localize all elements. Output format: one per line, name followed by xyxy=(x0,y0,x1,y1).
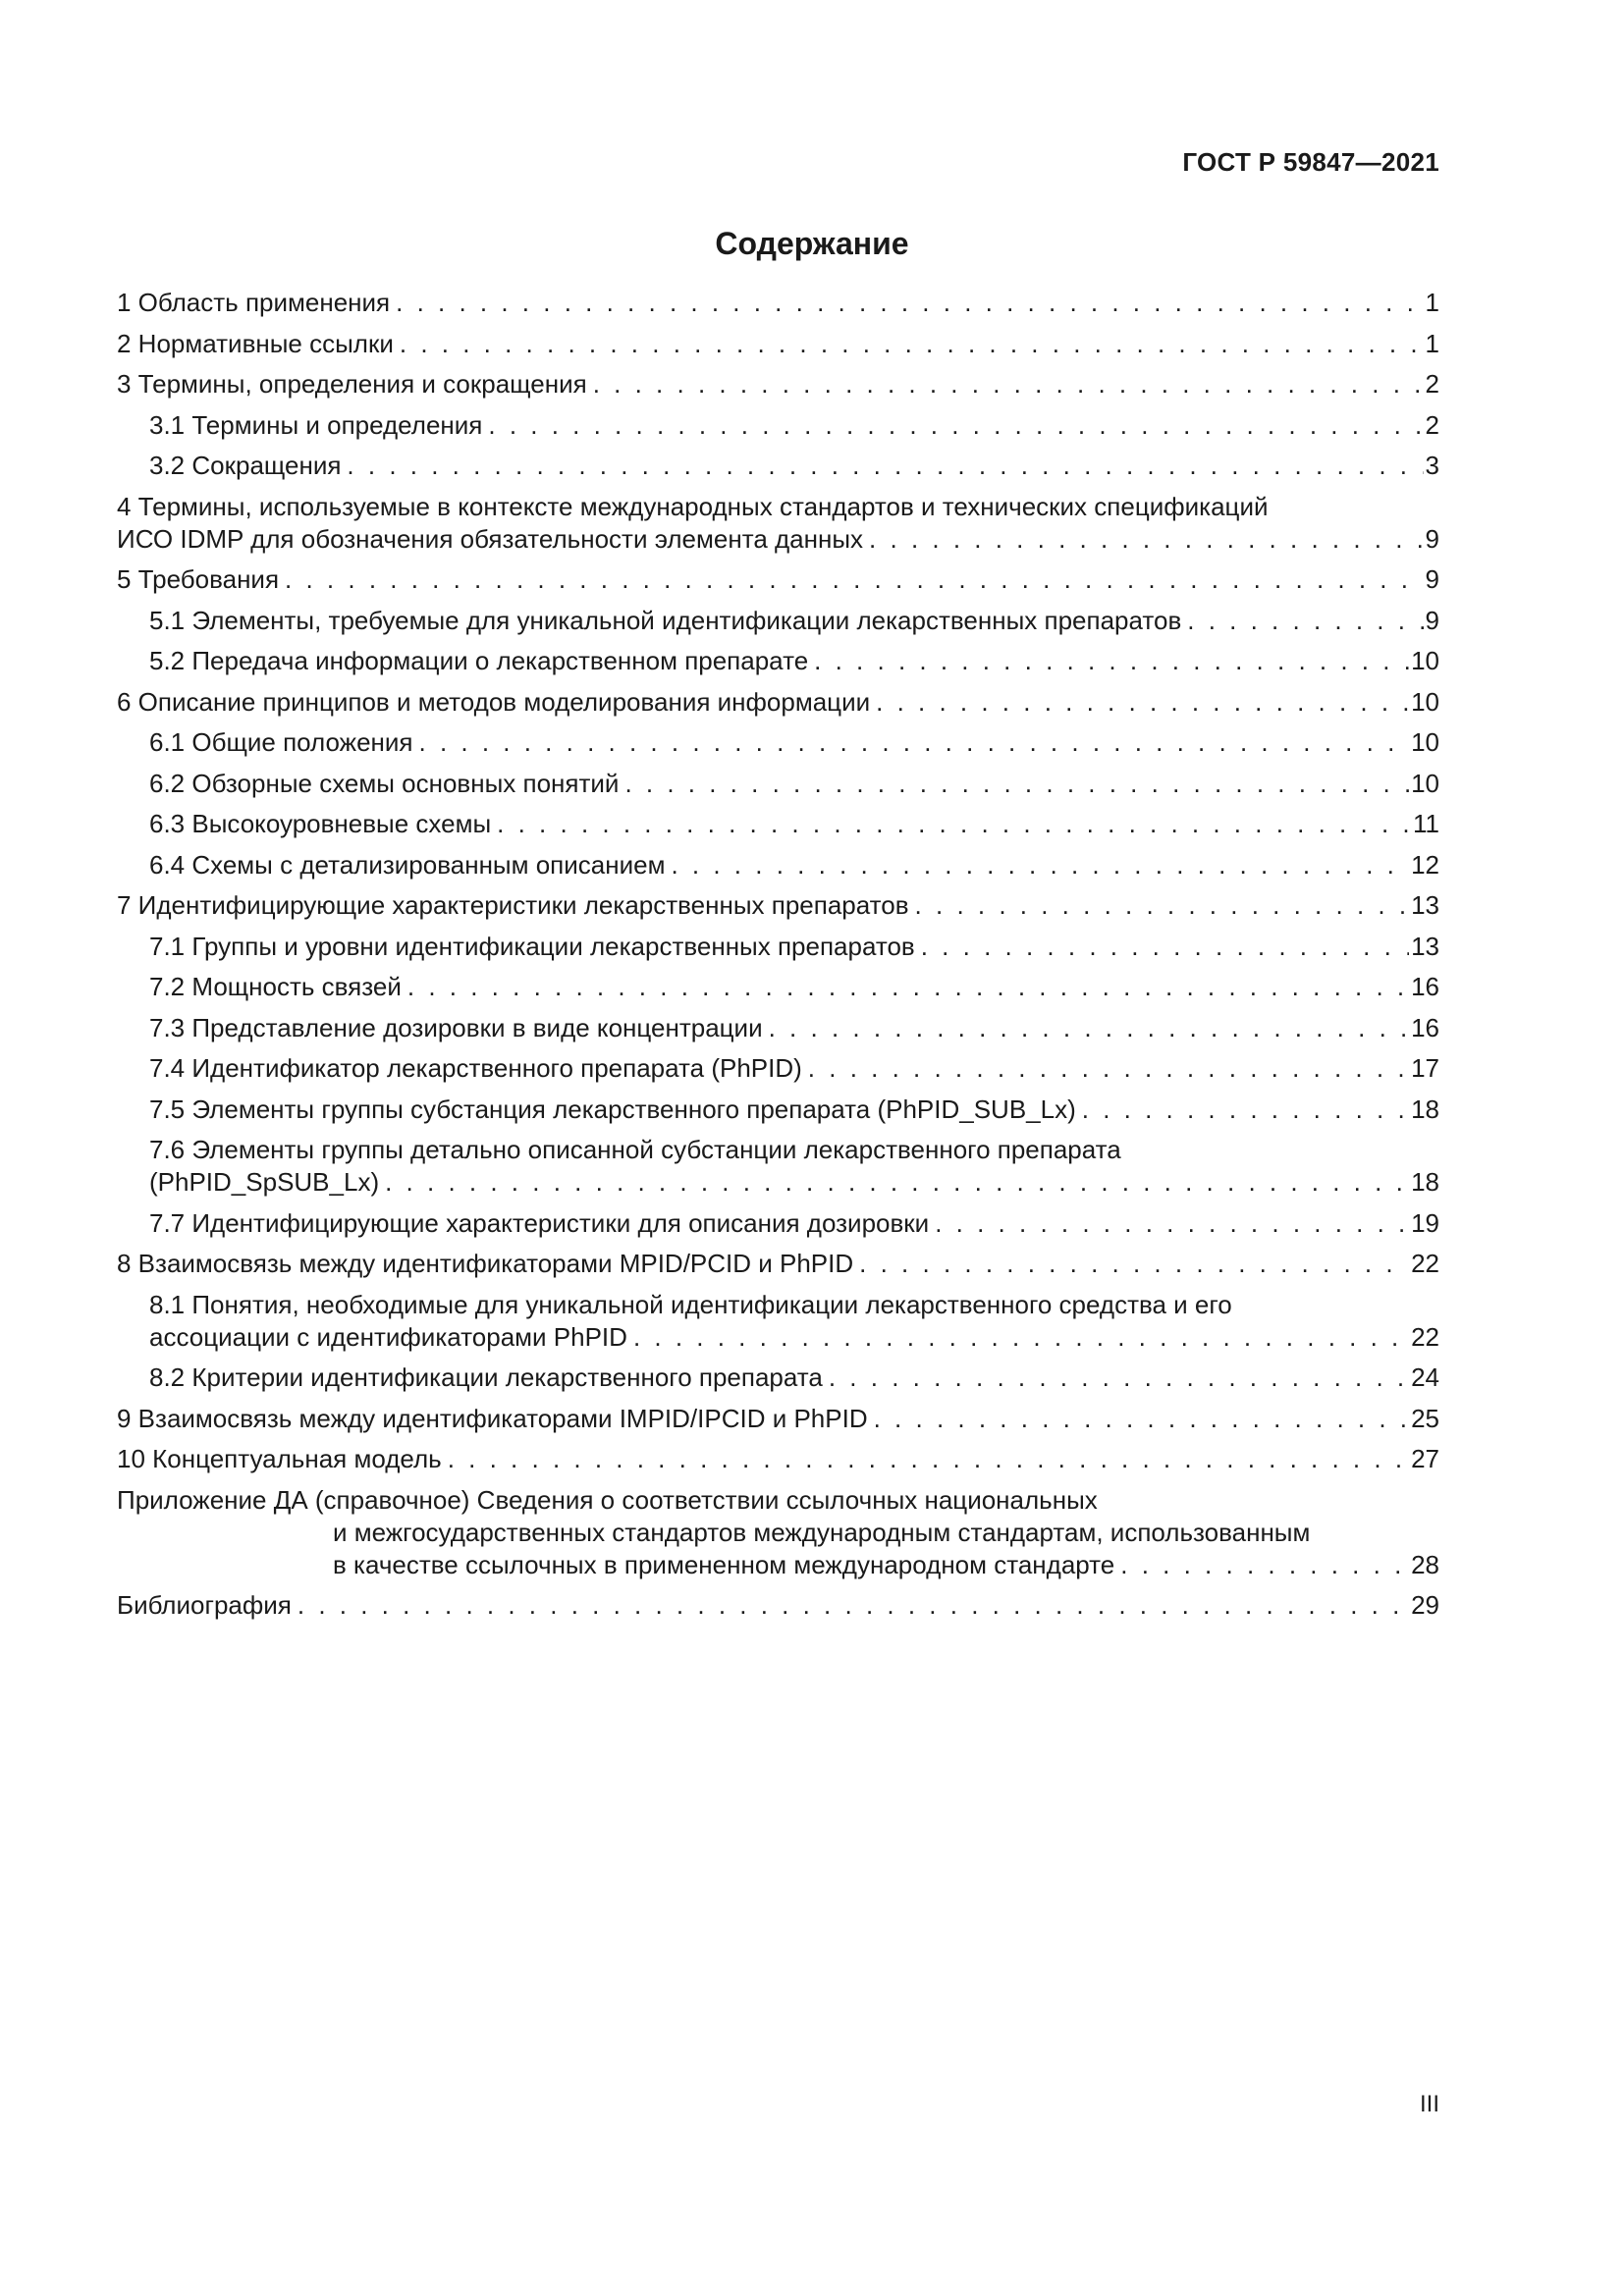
toc-entry[interactable] xyxy=(117,645,1439,677)
toc-entry-page: 18 xyxy=(1411,1167,1439,1197)
toc-leader-dots xyxy=(915,889,1410,922)
toc-entry-row xyxy=(117,287,1439,319)
toc-leader-dots xyxy=(624,768,1409,800)
toc-leader-dots xyxy=(921,931,1409,963)
toc-entry[interactable] xyxy=(117,1248,1439,1280)
toc-entry-row xyxy=(149,768,1439,800)
toc-entry[interactable] xyxy=(117,1052,1439,1085)
toc-entry-row xyxy=(149,450,1439,482)
toc-entry-row xyxy=(149,726,1439,759)
toc-entry-row xyxy=(117,1549,1439,1581)
toc-entry-page: 10 xyxy=(1411,768,1439,798)
toc-entry-row xyxy=(117,328,1439,360)
toc-leader-dots xyxy=(400,328,1424,360)
toc-entry-title: 3.1 Термины и определения xyxy=(149,409,483,440)
toc-leader-dots xyxy=(633,1321,1409,1354)
toc-entry-title: 7.1 Группы и уровни идентификации лекарственных препаратов xyxy=(149,931,915,961)
toc-leader-dots xyxy=(859,1248,1409,1280)
toc-entry[interactable] xyxy=(117,563,1439,596)
toc-entry-row xyxy=(117,1589,1439,1622)
toc-entry-row xyxy=(117,889,1439,922)
toc-entry[interactable] xyxy=(117,686,1439,719)
toc-entry[interactable] xyxy=(117,409,1439,442)
toc-entry-page: 1 xyxy=(1425,328,1439,358)
toc-entry-title: 7.2 Мощность связей xyxy=(149,972,402,1001)
toc-entry-title: 5.2 Передача информации о лекарственном препарате xyxy=(149,646,809,675)
toc-entry-page: 10 xyxy=(1411,646,1439,675)
toc-entry-row xyxy=(149,605,1439,637)
toc-leader-dots xyxy=(814,645,1409,677)
toc-entry[interactable] xyxy=(117,726,1439,759)
toc-entry-page: 9 xyxy=(1425,605,1439,635)
toc-leader-dots xyxy=(876,686,1409,719)
toc-entry-title: 3 Термины, определения и сокращения xyxy=(117,369,587,399)
toc-entry-page: 9 xyxy=(1425,564,1439,594)
toc-entry-title: ИСО IDMP для обозначения обязательности элемента данных xyxy=(117,523,864,554)
toc-leader-dots xyxy=(808,1052,1409,1085)
toc-entry-page: 28 xyxy=(1411,1549,1439,1579)
toc-entry-row xyxy=(117,1248,1439,1280)
toc-entry-title: 10 Концептуальная модель xyxy=(117,1444,442,1473)
toc-entry-page: 19 xyxy=(1411,1207,1439,1238)
toc-entry-row xyxy=(149,1207,1439,1240)
toc-entry-title-line: и межгосударственных стандартов международным стандартам, использованным xyxy=(333,1517,1311,1547)
toc-entry[interactable] xyxy=(117,1403,1439,1435)
toc-entry-page: 17 xyxy=(1411,1053,1439,1083)
toc-entry-title-line: 7.6 Элементы группы детально описанной субстанции лекарственного препарата xyxy=(149,1135,1121,1164)
toc-entry-page: 11 xyxy=(1413,809,1439,838)
toc-entry[interactable] xyxy=(117,491,1439,556)
toc-entry-page: 10 xyxy=(1411,686,1439,717)
toc-entry-title: 6.4 Схемы с детализированным описанием xyxy=(149,849,666,880)
toc-entry-row xyxy=(149,808,1439,840)
toc-entry-title: 7.5 Элементы группы субстанция лекарственного препарата (PhPID_SUB_Lx) xyxy=(149,1094,1076,1124)
toc-entry-page: 16 xyxy=(1411,1012,1439,1042)
toc-entry-page: 16 xyxy=(1411,972,1439,1001)
toc-entry-page: 29 xyxy=(1411,1590,1439,1620)
toc-entry[interactable] xyxy=(117,889,1439,922)
toc-leader-dots xyxy=(1187,605,1423,637)
toc-leader-dots xyxy=(1082,1094,1409,1126)
toc-leader-dots xyxy=(396,287,1423,319)
toc-leader-dots xyxy=(1120,1549,1409,1581)
toc-entry-title: 3.2 Сокращения xyxy=(149,451,342,480)
toc-leader-dots xyxy=(593,368,1424,400)
toc-entry[interactable] xyxy=(117,1094,1439,1126)
toc-entry-row xyxy=(149,1362,1439,1394)
toc-entry-page: 22 xyxy=(1411,1249,1439,1278)
toc-entry-title: 5.1 Элементы, требуемые для уникальной идентификации лекарственных препаратов xyxy=(149,605,1182,635)
toc-entry-title: 6.1 Общие положения xyxy=(149,727,413,757)
toc-leader-dots xyxy=(298,1589,1409,1622)
toc-entry-title: 8.2 Критерии идентификации лекарственного препарата xyxy=(149,1362,823,1392)
toc-entry[interactable] xyxy=(117,1443,1439,1475)
toc-leader-dots xyxy=(448,1443,1409,1475)
toc-entry-row xyxy=(149,1166,1439,1199)
toc-leader-dots xyxy=(497,808,1411,840)
toc-leader-dots xyxy=(829,1362,1409,1394)
toc-entry-title: 6 Описание принципов и методов моделирования информации xyxy=(117,686,871,717)
toc-entry-page: 24 xyxy=(1411,1362,1439,1392)
toc-entry-row xyxy=(117,1443,1439,1475)
toc-entry[interactable] xyxy=(117,287,1439,319)
toc-entry-row xyxy=(117,686,1439,719)
toc-entry[interactable] xyxy=(117,808,1439,840)
toc-entry-page: 1 xyxy=(1425,288,1439,317)
toc-entry[interactable] xyxy=(117,328,1439,360)
toc-entry-title: ассоциации с идентификаторами PhPID xyxy=(149,1321,627,1352)
toc-entry-title: 9 Взаимосвязь между идентификаторами IMPID/IPCID и PhPID xyxy=(117,1403,868,1433)
toc-entry-row xyxy=(149,1321,1439,1354)
toc-entry-row xyxy=(149,1094,1439,1126)
toc-entry-title: 1 Область применения xyxy=(117,288,391,317)
toc-entry-title: в качестве ссылочных в примененном международном стандарте xyxy=(333,1549,1115,1579)
toc-entry[interactable] xyxy=(117,1134,1439,1199)
toc-entry[interactable] xyxy=(117,1289,1439,1354)
toc-entry-row xyxy=(117,368,1439,400)
toc-leader-dots xyxy=(869,523,1423,556)
toc-entry[interactable] xyxy=(117,1589,1439,1622)
toc-entry-title: 2 Нормативные ссылки xyxy=(117,328,394,358)
toc-leader-dots xyxy=(874,1403,1409,1435)
toc-entry-title-line: 4 Термины, используемые в контексте международных стандартов и технических спецификаций xyxy=(117,491,1269,521)
toc-entry-page: 27 xyxy=(1411,1444,1439,1473)
toc-leader-dots xyxy=(769,1012,1409,1044)
toc-leader-dots xyxy=(488,409,1423,442)
toc-leader-dots xyxy=(347,450,1423,482)
toc-entry-row xyxy=(149,1012,1439,1044)
toc-leader-dots xyxy=(385,1166,1409,1199)
toc-entry[interactable] xyxy=(117,368,1439,400)
toc-entry-title: 6.3 Высокоуровневые схемы xyxy=(149,809,492,838)
toc-entry-title: Библиография xyxy=(117,1590,292,1620)
toc-entry-page: 9 xyxy=(1425,523,1439,554)
toc-leader-dots xyxy=(419,726,1410,759)
toc-entry-page: 2 xyxy=(1425,409,1439,440)
toc-entry[interactable] xyxy=(117,1362,1439,1394)
toc-entry-title: 7.4 Идентификатор лекарственного препарата (PhPID) xyxy=(149,1053,802,1083)
toc-entry-page: 3 xyxy=(1425,451,1439,480)
document-code: ГОСТ Р 59847—2021 xyxy=(1182,147,1439,177)
toc-entry-title: 7.7 Идентифицирующие характеристики для описания дозировки xyxy=(149,1207,930,1238)
toc-entry[interactable] xyxy=(117,1012,1439,1044)
toc-entry-row xyxy=(149,971,1439,1003)
toc-entry-title: (PhPID_SpSUB_Lx) xyxy=(149,1167,380,1197)
toc-entry-title: 7.3 Представление дозировки в виде концентрации xyxy=(149,1012,763,1042)
toc-entry-row xyxy=(149,1052,1439,1085)
toc-entry-page: 22 xyxy=(1411,1321,1439,1352)
toc-entry[interactable] xyxy=(117,1484,1439,1581)
toc-entry-row xyxy=(117,523,1439,556)
toc-entry-title: 6.2 Обзорные схемы основных понятий xyxy=(149,768,620,798)
toc-entry-title: 8 Взаимосвязь между идентификаторами MPID/PCID и PhPID xyxy=(117,1249,854,1278)
page-number: III xyxy=(1419,2091,1439,2117)
toc-entry-page: 13 xyxy=(1411,931,1439,961)
toc-leader-dots xyxy=(407,971,1409,1003)
toc-entry-page: 12 xyxy=(1411,849,1439,880)
toc-entry[interactable] xyxy=(117,931,1439,963)
toc-leader-dots xyxy=(671,849,1409,881)
table-of-contents xyxy=(117,287,1439,1630)
toc-leader-dots xyxy=(935,1207,1409,1240)
toc-entry[interactable] xyxy=(117,971,1439,1003)
toc-entry[interactable] xyxy=(117,1207,1439,1240)
toc-entry-page: 18 xyxy=(1411,1094,1439,1124)
toc-entry-title-line: 8.1 Понятия, необходимые для уникальной идентификации лекарственного средства и его xyxy=(149,1289,1232,1319)
toc-entry-page: 10 xyxy=(1411,727,1439,757)
toc-title: Содержание xyxy=(715,226,909,261)
toc-entry-page: 13 xyxy=(1411,890,1439,920)
toc-entry-page: 25 xyxy=(1411,1403,1439,1433)
toc-entry-page: 2 xyxy=(1425,369,1439,399)
toc-entry-row xyxy=(149,849,1439,881)
toc-entry-row xyxy=(117,1403,1439,1435)
toc-entry[interactable] xyxy=(117,768,1439,800)
toc-leader-dots xyxy=(285,563,1424,596)
toc-entry-row xyxy=(149,645,1439,677)
toc-entry-row xyxy=(117,563,1439,596)
toc-entry[interactable] xyxy=(117,605,1439,637)
toc-entry[interactable] xyxy=(117,849,1439,881)
toc-entry-row xyxy=(149,409,1439,442)
toc-entry-title-line: Приложение ДА (справочное) Сведения о соответствии ссылочных национальных xyxy=(117,1484,1098,1515)
toc-entry[interactable] xyxy=(117,450,1439,482)
toc-entry-title: 5 Требования xyxy=(117,564,280,594)
toc-entry-row xyxy=(149,931,1439,963)
toc-entry-title: 7 Идентифицирующие характеристики лекарственных препаратов xyxy=(117,890,909,920)
